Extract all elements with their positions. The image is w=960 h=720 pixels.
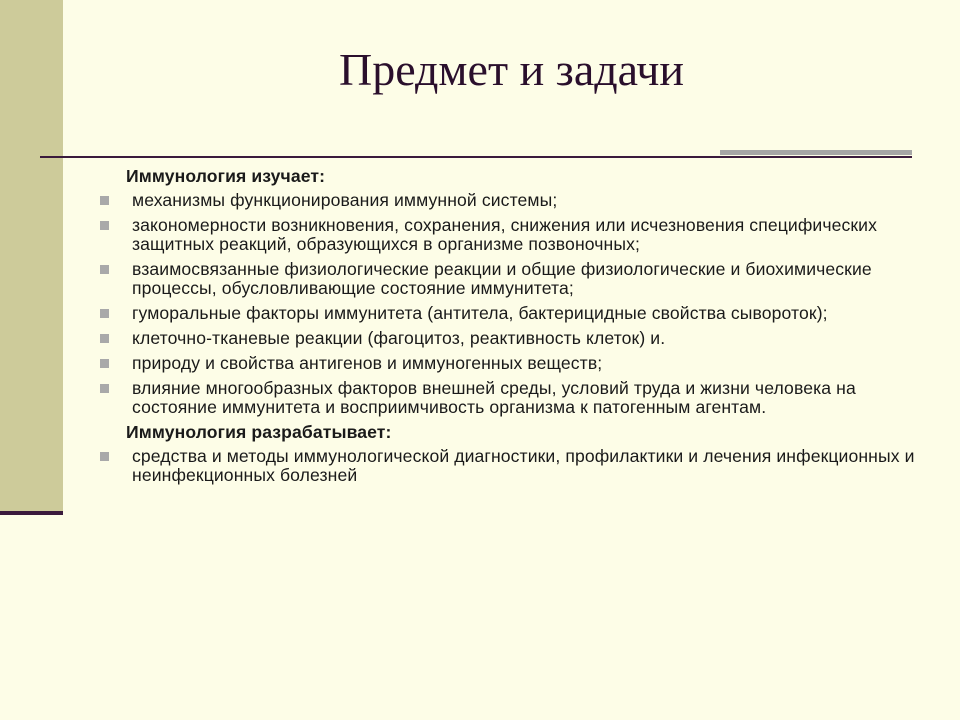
slide-body (96, 167, 916, 491)
square-bullet-icon (100, 452, 109, 461)
list-item (96, 329, 916, 348)
left-bar-underline (0, 511, 63, 515)
list-item (96, 191, 916, 210)
list-item (96, 216, 916, 254)
list-item-text: гуморальные факторы иммунитета (антитела, бактерицидные свойства сывороток); (132, 303, 828, 323)
section-heading-develops: Иммунология разрабатывает: (126, 422, 392, 442)
list-item (96, 379, 916, 417)
slide-title: Предмет и задачи (339, 44, 684, 95)
list-item-text: природу и свойства антигенов и иммуногенных веществ; (132, 353, 603, 373)
section-heading-studies: Иммунология изучает: (126, 166, 326, 186)
title-divider (40, 156, 912, 158)
gray-accent-bar (720, 150, 912, 155)
studies-list (96, 191, 916, 417)
list-item (96, 447, 916, 485)
list-item-text: взаимосвязанные физиологические реакции и общие физиологические и биохимические процессы, обусловливающие состояние иммунитета; (132, 259, 872, 298)
list-item-text: влияние многообразных факторов внешней среды, условий труда и жизни человека на состояние иммунитета и восприимчивость организма к патогенным агентам. (132, 378, 856, 417)
list-item-text: средства и методы иммунологической диагностики, профилактики и лечения инфекционных и неинфекционных болезней (132, 446, 915, 485)
square-bullet-icon (100, 309, 109, 318)
develops-list (96, 447, 916, 485)
list-item (96, 354, 916, 373)
square-bullet-icon (100, 359, 109, 368)
square-bullet-icon (100, 221, 109, 230)
square-bullet-icon (100, 334, 109, 343)
left-decorative-bar (0, 0, 63, 511)
square-bullet-icon (100, 196, 109, 205)
list-item (96, 304, 916, 323)
list-item-text: механизмы функционирования иммунной системы; (132, 190, 558, 210)
list-item (96, 260, 916, 298)
list-item-text: клеточно-тканевые реакции (фагоцитоз, реактивность клеток) и. (132, 328, 666, 348)
square-bullet-icon (100, 384, 109, 393)
list-item-text: закономерности возникновения, сохранения, снижения или исчезновения специфических защитных реакций, образующихся в организме позвоночных; (132, 215, 877, 254)
square-bullet-icon (100, 265, 109, 274)
